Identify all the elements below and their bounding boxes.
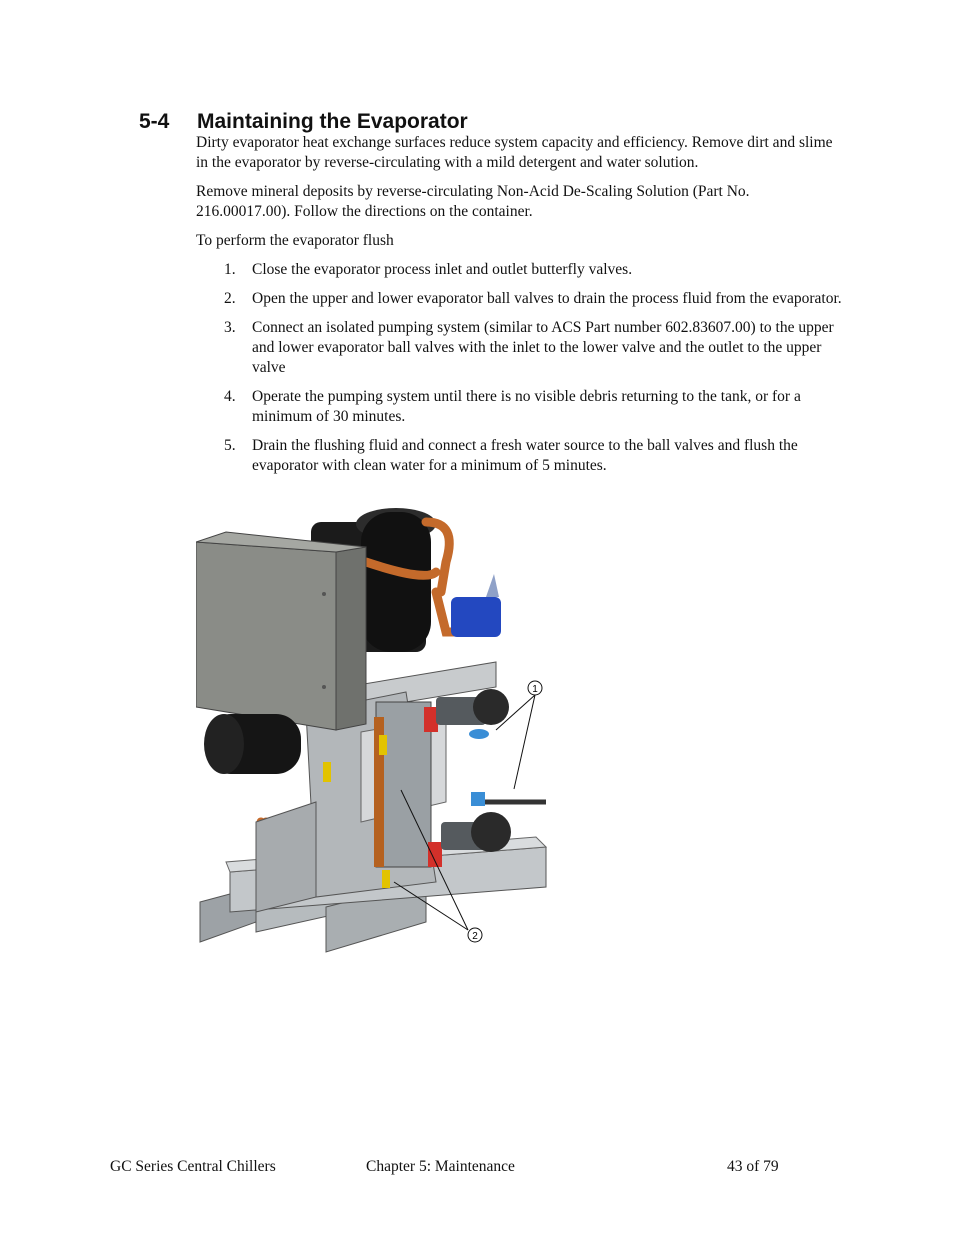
step-number: 2. (224, 290, 236, 307)
step-number: 5. (224, 437, 236, 454)
step-item (196, 260, 846, 280)
intro-paragraph: Dirty evaporator heat exchange surfaces reduce system capacity and efficiency. Remove dirt and slime in the evaporator by reverse-circulating with a mild detergent and water solution. (196, 134, 833, 171)
step-item (196, 436, 846, 476)
chiller-illustration (196, 502, 552, 958)
step-text: Connect an isolated pumping system (similar to ACS Part number 602.83607.00) to the upper and lower evaporator ball valves with the inlet to the lower valve and the outlet to the upper valve (252, 319, 834, 376)
footer-product-name: GC Series Central Chillers (110, 1158, 276, 1175)
step-number: 3. (224, 319, 236, 336)
step-text: Drain the flushing fluid and connect a fresh water source to the ball valves and flush the evaporator with clean water for a minimum of 5 minutes. (252, 437, 798, 474)
step-item (196, 387, 846, 427)
process-connections (436, 689, 546, 852)
flush-steps-list (196, 260, 846, 476)
callout-1 (528, 681, 542, 695)
section-heading (139, 108, 468, 136)
footer-chapter: Chapter 5: Maintenance (366, 1158, 515, 1175)
receiver-tank (204, 714, 301, 774)
callout-2-label: 2 (472, 931, 478, 942)
flush-intro: To perform the evaporator flush (196, 232, 394, 249)
section-number: 5-4 (139, 110, 170, 133)
section-title: Maintaining the Evaporator (197, 110, 468, 133)
step-text: Open the upper and lower evaporator ball valves to drain the process fluid from the evaporator. (252, 290, 842, 307)
evaporator-figure (196, 502, 552, 958)
step-text: Operate the pumping system until there is no visible debris returning to the tank, or for a minimum of 30 minutes. (252, 388, 801, 425)
step-number: 1. (224, 261, 236, 278)
step-number: 4. (224, 388, 236, 405)
step-item (196, 289, 846, 309)
callout-1-label: 1 (532, 684, 538, 695)
step-item (196, 318, 846, 378)
descaling-paragraph: Remove mineral deposits by reverse-circulating Non-Acid De-Scaling Solution (Part No. 216.00017.00). Follow the directions on the container. (196, 183, 750, 220)
step-text: Close the evaporator process inlet and outlet butterfly valves. (252, 261, 633, 278)
section-body (196, 133, 846, 485)
control-box (196, 532, 366, 730)
footer-page-number: 43 of 79 (727, 1158, 779, 1175)
blue-valve (451, 574, 501, 637)
callout-2 (468, 928, 482, 942)
